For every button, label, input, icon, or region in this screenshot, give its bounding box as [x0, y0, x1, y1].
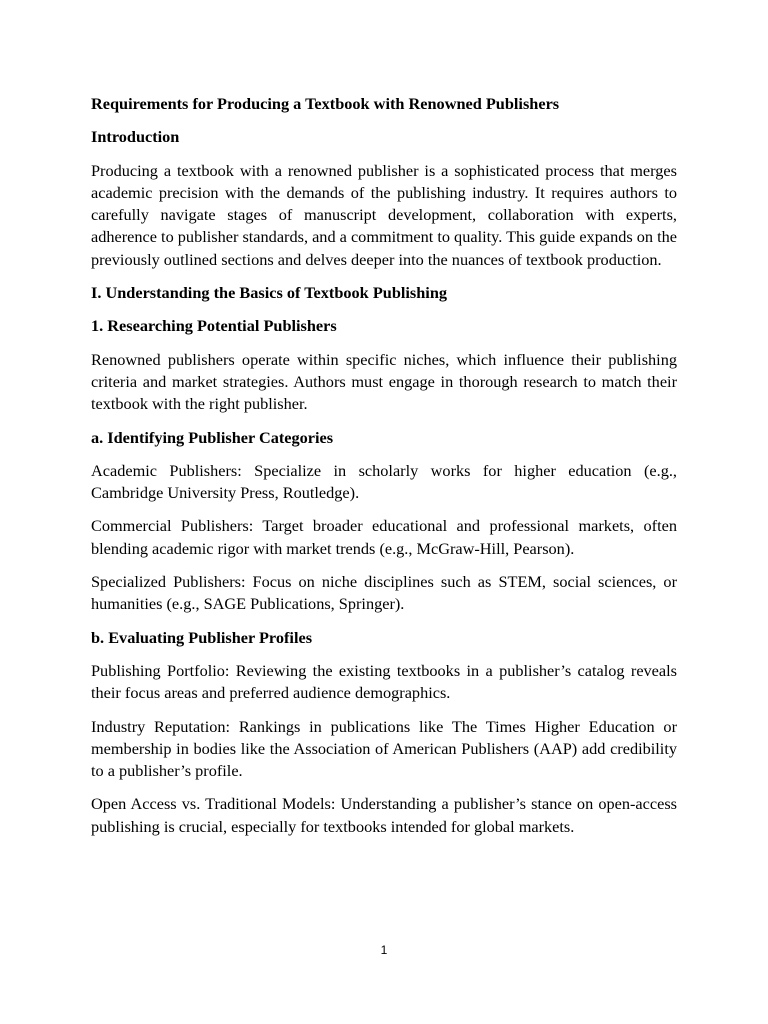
- page-content: [91, 93, 677, 849]
- open-access-paragraph: Open Access vs. Traditional Models: Understanding a publisher’s stance on open-access publishing is crucial, especially for textbooks intended for global markets.: [91, 794, 677, 836]
- publishing-portfolio-paragraph: Publishing Portfolio: Reviewing the existing textbooks in a publisher’s catalog reveals their focus areas and preferred audience demographics.: [91, 660, 677, 703]
- page-number: 1: [380, 943, 388, 957]
- subsection-1-paragraph: Renowned publishers operate within specific niches, which influence their publishing criteria and market strategies. Authors must engage in thorough research to match their textbook with the right publisher.: [91, 349, 677, 414]
- commercial-publishers-paragraph: Commercial Publishers: Target broader educational and professional markets, often blending academic rigor with market trends (e.g., McGraw-Hill, Pearson).: [91, 516, 677, 558]
- academic-publishers-paragraph: Academic Publishers: Specialize in scholarly works for higher education (e.g., Cambridge University Press, Routledge).: [91, 460, 677, 503]
- industry-reputation-paragraph: Industry Reputation: Rankings in publications like The Times Higher Education or membership in bodies like the Association of American Publishers (AAP) add credibility to a publisher’s profile.: [91, 716, 677, 781]
- document-title: Requirements for Producing a Textbook with Renowned Publishers: [91, 94, 560, 113]
- introduction-heading: Introduction: [91, 127, 180, 147]
- introduction-paragraph: Producing a textbook with a renowned publisher is a sophisticated process that merges academic precision with the demands of the publishing industry. It requires authors to carefully navigate stages of manuscript development, collaboration with experts, adherence to publisher standards, and a commitment to quality. This guide expands on the previously outlined sections and delves deeper into the nuances of textbook production.: [91, 160, 677, 269]
- specialized-publishers-paragraph: Specialized Publishers: Focus on niche disciplines such as STEM, social sciences, or humanities (e.g., SAGE Publications, Springer).: [91, 572, 677, 614]
- section-1-heading: I. Understanding the Basics of Textbook Publishing: [91, 283, 448, 303]
- subsection-1-heading: 1. Researching Potential Publishers: [91, 316, 337, 336]
- part-a-heading: a. Identifying Publisher Categories: [91, 427, 334, 447]
- part-b-heading: b. Evaluating Publisher Profiles: [91, 627, 313, 647]
